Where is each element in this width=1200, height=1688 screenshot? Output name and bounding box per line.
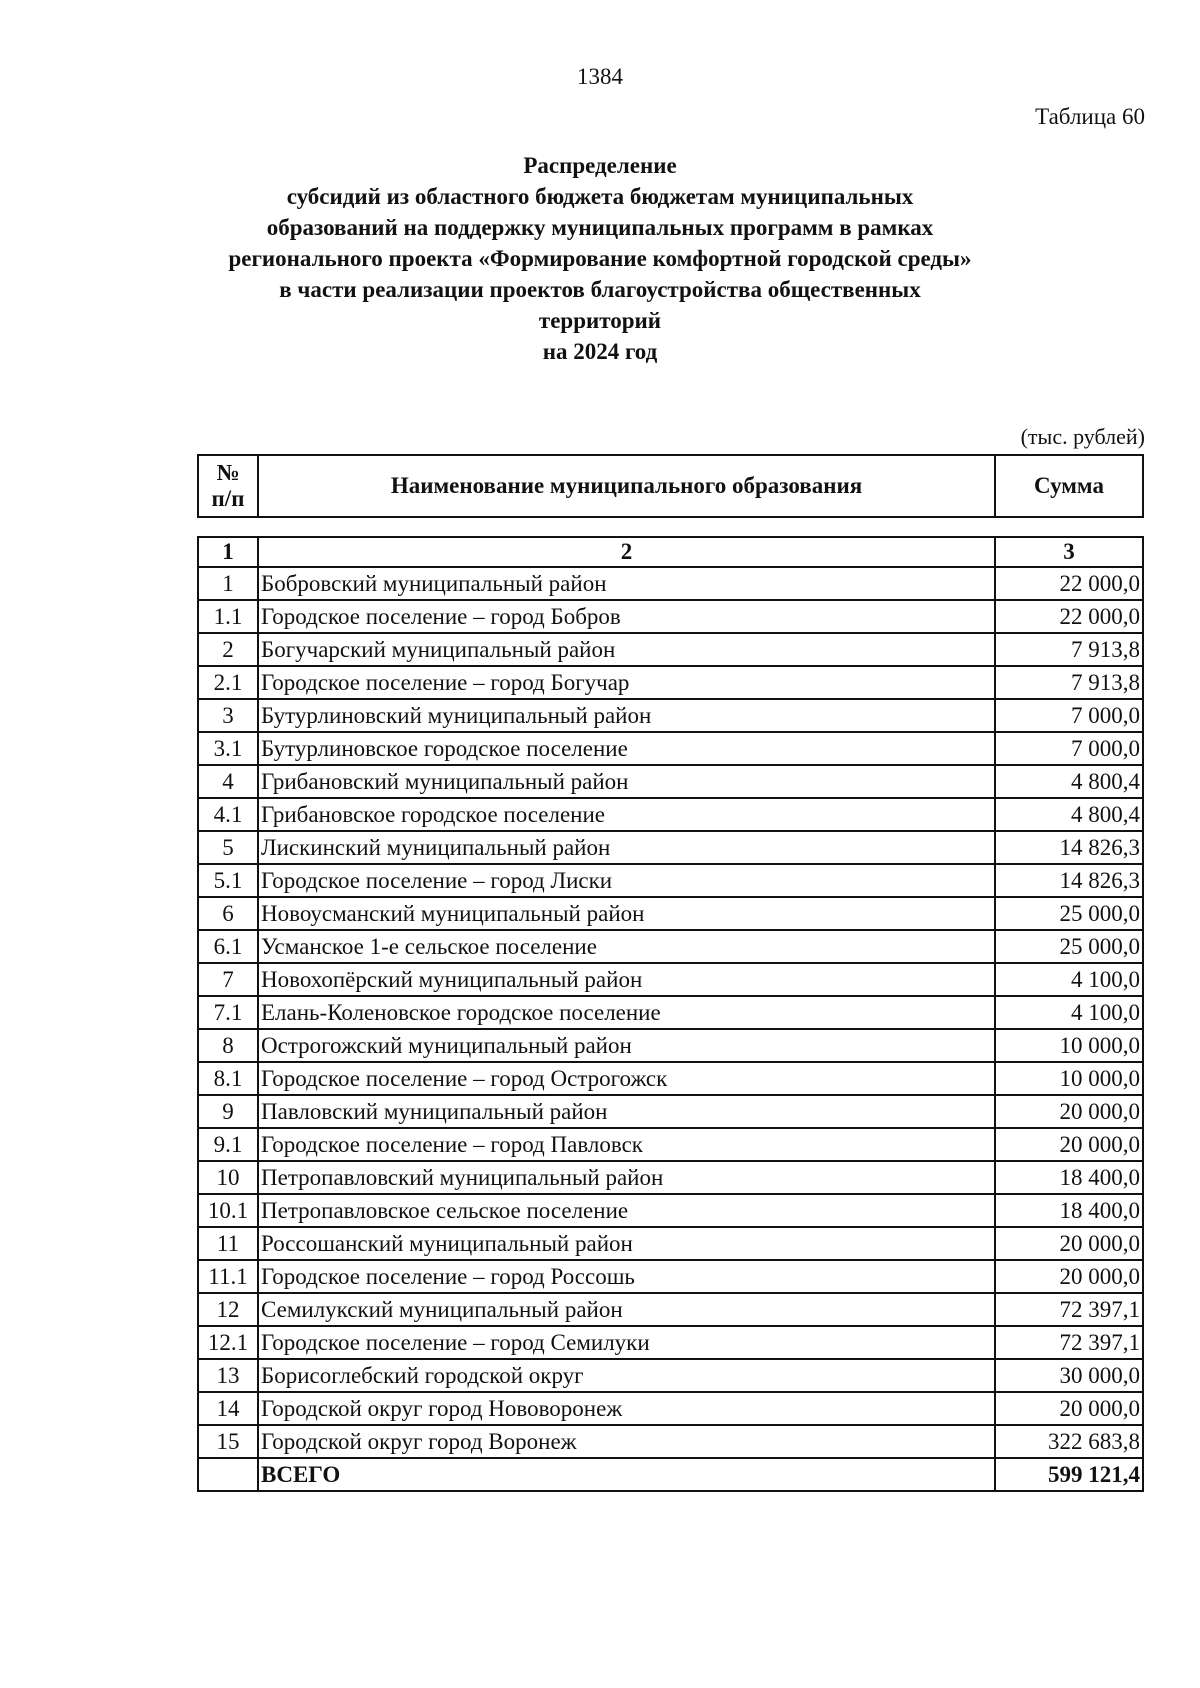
row-name: Петропавловский муниципальный район	[258, 1161, 995, 1194]
row-name: Бутурлиновский муниципальный район	[258, 699, 995, 732]
row-sum: 7 913,8	[995, 666, 1143, 699]
row-number: 14	[198, 1392, 258, 1425]
row-number: 2	[198, 633, 258, 666]
table-row	[198, 1029, 1143, 1062]
row-sum: 72 397,1	[995, 1293, 1143, 1326]
total-number	[198, 1458, 258, 1491]
row-number: 7.1	[198, 996, 258, 1029]
row-sum: 25 000,0	[995, 897, 1143, 930]
table-row	[198, 699, 1143, 732]
row-name: Городской округ город Нововоронеж	[258, 1392, 995, 1425]
row-sum: 25 000,0	[995, 930, 1143, 963]
row-sum: 20 000,0	[995, 1227, 1143, 1260]
index-cell: 3	[995, 537, 1143, 567]
table-row	[198, 1128, 1143, 1161]
row-number: 11	[198, 1227, 258, 1260]
title-line: на 2024 год	[542, 339, 658, 364]
table-row	[198, 996, 1143, 1029]
row-sum: 10 000,0	[995, 1062, 1143, 1095]
table-row	[198, 1326, 1143, 1359]
row-name: Новоусманский муниципальный район	[258, 897, 995, 930]
row-name: Городское поселение – город Павловск	[258, 1128, 995, 1161]
row-number: 15	[198, 1425, 258, 1458]
index-cell: 1	[198, 537, 258, 567]
row-number: 12.1	[198, 1326, 258, 1359]
row-name: Павловский муниципальный район	[258, 1095, 995, 1128]
row-name: Борисоглебский городской округ	[258, 1359, 995, 1392]
row-number: 1	[198, 567, 258, 600]
row-sum: 322 683,8	[995, 1425, 1143, 1458]
table-row	[198, 633, 1143, 666]
row-name: Петропавловское сельское поселение	[258, 1194, 995, 1227]
table-row	[198, 897, 1143, 930]
row-sum: 4 100,0	[995, 996, 1143, 1029]
table-row	[198, 1425, 1143, 1458]
row-name: Богучарский муниципальный район	[258, 633, 995, 666]
title-line: субсидий из областного бюджета бюджетам муниципальных	[286, 184, 914, 209]
row-name: Россошанский муниципальный район	[258, 1227, 995, 1260]
row-number: 8	[198, 1029, 258, 1062]
row-number: 10.1	[198, 1194, 258, 1227]
table-row	[198, 1293, 1143, 1326]
row-name: Городское поселение – город Лиски	[258, 864, 995, 897]
row-sum: 22 000,0	[995, 567, 1143, 600]
title-line: в части реализации проектов благоустройства общественных	[279, 277, 921, 302]
row-number: 4	[198, 765, 258, 798]
row-sum: 20 000,0	[995, 1095, 1143, 1128]
row-number: 11.1	[198, 1260, 258, 1293]
subsidy-table	[197, 536, 1144, 1492]
row-sum: 4 800,4	[995, 765, 1143, 798]
row-number: 3	[198, 699, 258, 732]
row-number: 9.1	[198, 1128, 258, 1161]
index-cell: 2	[258, 537, 995, 567]
column-index-row	[198, 537, 1143, 567]
page-number: 1384	[577, 64, 623, 89]
units-label: (тыс. рублей)	[1020, 424, 1145, 449]
row-sum: 7 000,0	[995, 732, 1143, 765]
row-name: Городской округ город Воронеж	[258, 1425, 995, 1458]
row-number: 6.1	[198, 930, 258, 963]
total-row	[198, 1458, 1143, 1491]
row-name: Городское поселение – город Семилуки	[258, 1326, 995, 1359]
row-number: 3.1	[198, 732, 258, 765]
row-number: 5.1	[198, 864, 258, 897]
row-sum: 20 000,0	[995, 1260, 1143, 1293]
row-name: Елань-Коленовское городское поселение	[258, 996, 995, 1029]
row-sum: 7 913,8	[995, 633, 1143, 666]
row-name: Новохопёрский муниципальный район	[258, 963, 995, 996]
row-sum: 4 100,0	[995, 963, 1143, 996]
row-number: 4.1	[198, 798, 258, 831]
title-line: образований на поддержку муниципальных программ в рамках	[266, 215, 934, 240]
row-sum: 22 000,0	[995, 600, 1143, 633]
row-name: Лискинский муниципальный район	[258, 831, 995, 864]
row-sum: 7 000,0	[995, 699, 1143, 732]
title-line: Распределение	[523, 153, 677, 178]
table-row	[198, 1392, 1143, 1425]
row-sum: 14 826,3	[995, 831, 1143, 864]
row-number: 12	[198, 1293, 258, 1326]
row-sum: 10 000,0	[995, 1029, 1143, 1062]
table-row	[198, 1095, 1143, 1128]
header-number: № п/п	[198, 455, 258, 517]
row-number: 9	[198, 1095, 258, 1128]
table-row	[198, 1227, 1143, 1260]
row-number: 7	[198, 963, 258, 996]
row-name: Бобровский муниципальный район	[258, 567, 995, 600]
row-name: Острогожский муниципальный район	[258, 1029, 995, 1062]
row-sum: 18 400,0	[995, 1194, 1143, 1227]
row-sum: 4 800,4	[995, 798, 1143, 831]
title-line: территорий	[538, 308, 662, 333]
row-name: Городское поселение – город Россошь	[258, 1260, 995, 1293]
table-row	[198, 1161, 1143, 1194]
table-row	[198, 732, 1143, 765]
table-row	[198, 666, 1143, 699]
document-title	[150, 150, 1050, 367]
table-row	[198, 963, 1143, 996]
row-name: Грибановский муниципальный район	[258, 765, 995, 798]
table-row	[198, 1359, 1143, 1392]
row-number: 6	[198, 897, 258, 930]
row-sum: 72 397,1	[995, 1326, 1143, 1359]
header-name: Наименование муниципального образования	[258, 455, 995, 517]
row-number: 2.1	[198, 666, 258, 699]
table-row	[198, 1194, 1143, 1227]
row-name: Городское поселение – город Богучар	[258, 666, 995, 699]
table-row	[198, 864, 1143, 897]
header-sum: Сумма	[995, 455, 1143, 517]
table-header	[197, 454, 1144, 518]
table-row	[198, 798, 1143, 831]
row-sum: 20 000,0	[995, 1392, 1143, 1425]
row-number: 13	[198, 1359, 258, 1392]
table-row	[198, 930, 1143, 963]
row-name: Бутурлиновское городское поселение	[258, 732, 995, 765]
row-name: Усманское 1-е сельское поселение	[258, 930, 995, 963]
table-row	[198, 1062, 1143, 1095]
row-name: Городское поселение – город Острогожск	[258, 1062, 995, 1095]
row-name: Городское поселение – город Бобров	[258, 600, 995, 633]
table-row	[198, 831, 1143, 864]
row-sum: 14 826,3	[995, 864, 1143, 897]
table-row	[198, 567, 1143, 600]
row-number: 10	[198, 1161, 258, 1194]
row-name: Семилукский муниципальный район	[258, 1293, 995, 1326]
table-row	[198, 765, 1143, 798]
total-sum: 599 121,4	[995, 1458, 1143, 1491]
table-row	[198, 600, 1143, 633]
row-number: 8.1	[198, 1062, 258, 1095]
row-number: 5	[198, 831, 258, 864]
table-label: Таблица 60	[1035, 104, 1145, 129]
row-sum: 30 000,0	[995, 1359, 1143, 1392]
table-row	[198, 1260, 1143, 1293]
title-line: регионального проекта «Формирование комфортной городской среды»	[228, 246, 972, 271]
row-name: Грибановское городское поселение	[258, 798, 995, 831]
row-sum: 18 400,0	[995, 1161, 1143, 1194]
row-number: 1.1	[198, 600, 258, 633]
row-sum: 20 000,0	[995, 1128, 1143, 1161]
total-label: ВСЕГО	[258, 1458, 995, 1491]
